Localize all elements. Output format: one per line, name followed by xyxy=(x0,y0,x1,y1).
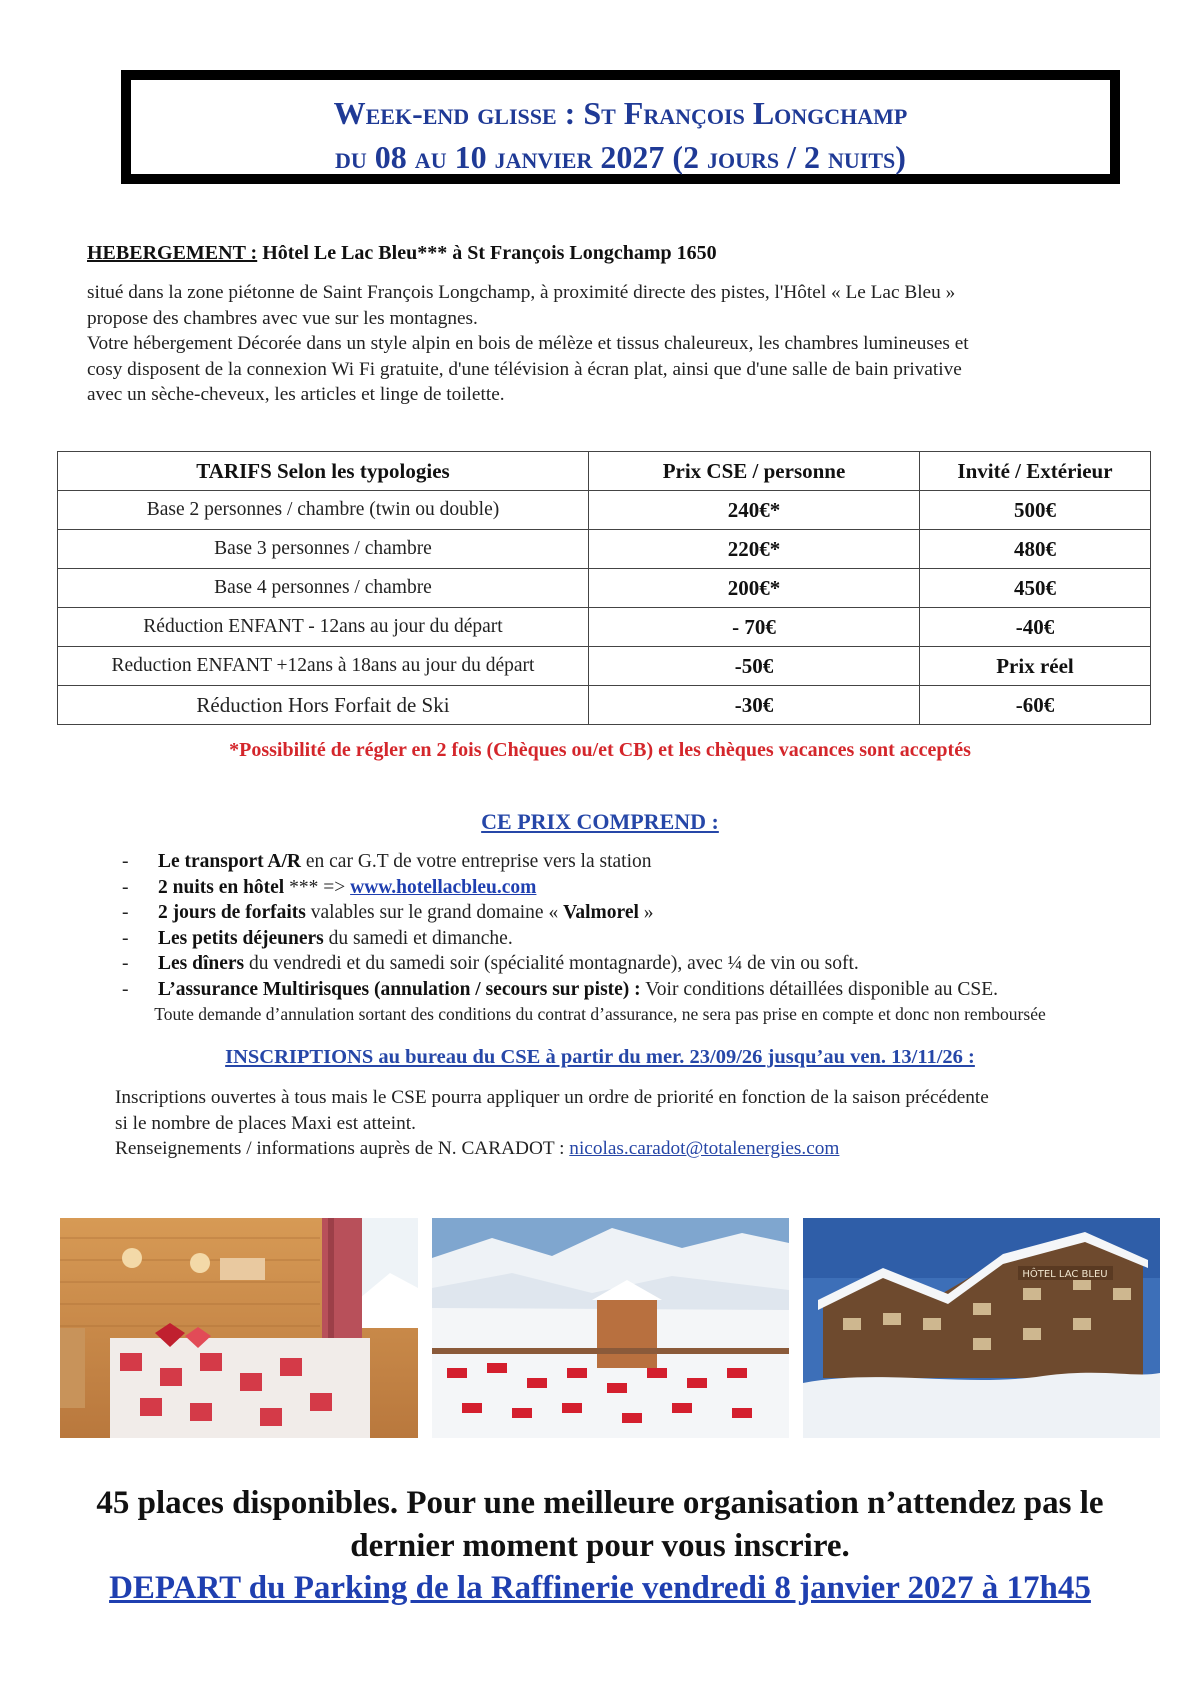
header-typologies: TARIFS Selon les typologies xyxy=(58,452,589,491)
list-item xyxy=(118,900,998,926)
table-row xyxy=(58,530,1151,569)
list-dash: - xyxy=(122,953,129,974)
hebergement-heading xyxy=(87,242,717,265)
item-bold: Les dîners xyxy=(158,953,245,974)
list-item xyxy=(118,926,998,952)
included-list xyxy=(118,849,998,1002)
inscriptions-title: INSCRIPTIONS au bureau du CSE à partir du mer. 23/09/26 jusqu’au ven. 13/11/26 : xyxy=(225,1046,975,1068)
comprend-title: CE PRIX COMPREND : xyxy=(481,809,719,834)
inscriptions-line: si le nombre de places Maxi est atteint. xyxy=(115,1112,416,1134)
row-label: Base 4 personnes / chambre xyxy=(58,569,589,608)
title-line-1: Week-end glisse : St François Longchamp xyxy=(333,95,908,131)
item-text: en car G.T de votre entreprise vers la station xyxy=(301,851,652,872)
photo-hotel-exterior xyxy=(803,1218,1160,1438)
hebergement-line: Votre hébergement Décorée dans un style alpin en bois de mélèze et tissus chaleureux, les chambres lumineuses et xyxy=(87,333,969,354)
table-row xyxy=(58,647,1151,686)
table-row xyxy=(58,686,1151,725)
photo-ski-terrace xyxy=(432,1218,789,1438)
list-item xyxy=(118,849,998,875)
header-prix-cse: Prix CSE / personne xyxy=(589,452,920,491)
hotel-sign-text: HÔTEL LAC BLEU xyxy=(1022,1269,1108,1280)
table-header-row xyxy=(58,452,1151,491)
row-price-ext: 450€ xyxy=(920,569,1151,608)
list-dash: - xyxy=(122,902,129,923)
row-price-cse: 240€* xyxy=(589,491,920,530)
item-bold: 2 nuits en hôtel xyxy=(158,876,285,898)
title-line-2: du 08 au 10 janvier 2027 (2 jours / 2 nuits) xyxy=(335,139,906,175)
row-label: Réduction Hors Forfait de Ski xyxy=(58,686,589,725)
item-bold: 2 jours de forfaits xyxy=(158,902,306,923)
inscriptions-contact xyxy=(115,1136,989,1162)
places-disponibles xyxy=(0,1482,1200,1568)
hebergement-line: propose des chambres avec vue sur les montagnes. xyxy=(87,307,478,329)
list-item xyxy=(118,951,998,977)
hebergement-label: HEBERGEMENT : xyxy=(87,242,258,264)
row-price-cse: 200€* xyxy=(589,569,920,608)
row-price-ext: 480€ xyxy=(920,530,1151,569)
hotel-exterior-image xyxy=(803,1218,1160,1438)
contact-label: Renseignements / informations auprès de N. CARADOT : xyxy=(115,1138,570,1159)
row-price-cse: - 70€ xyxy=(589,608,920,647)
inscriptions-line: Inscriptions ouvertes à tous mais le CSE pourra appliquer un ordre de priorité en fonction de la saison précédente xyxy=(115,1087,989,1108)
ski-terrace-image xyxy=(432,1218,789,1438)
hotel-room-image xyxy=(60,1218,418,1438)
row-price-ext: -60€ xyxy=(920,686,1151,725)
hebergement-line: cosy disposent de la connexion Wi Fi gratuite, d'une télévision à écran plat, ainsi que d'une salle de bain privative xyxy=(87,358,962,380)
item-text: Voir conditions détaillées disponible au CSE. xyxy=(640,978,998,1000)
hebergement-line: situé dans la zone piétonne de Saint François Longchamp, à proximité directe des pistes, l'Hôtel « Le Lac Bleu » xyxy=(87,282,956,303)
hotel-website-link[interactable]: www.hotellacbleu.com xyxy=(350,876,537,898)
row-price-cse: -30€ xyxy=(589,686,920,725)
row-price-ext: -40€ xyxy=(920,608,1151,647)
annulation-note: Toute demande d’annulation sortant des conditions du contrat d’assurance, ne sera pas prise en compte et donc non remboursée xyxy=(154,1004,1046,1024)
list-dash: - xyxy=(122,927,129,949)
hebergement-description xyxy=(87,280,1127,408)
item-text: valables sur le grand domaine « xyxy=(305,902,564,923)
hotel-name: Hôtel Le Lac Bleu*** à St François Longchamp 1650 xyxy=(262,242,717,264)
item-bold: L’assurance Multirisques (annulation / secours sur piste) : xyxy=(158,978,641,1000)
row-price-ext: 500€ xyxy=(920,491,1151,530)
inscriptions-text xyxy=(115,1085,989,1162)
photo-hotel-room xyxy=(60,1218,418,1438)
list-item xyxy=(118,977,998,1003)
footer-line-1: 45 places disponibles. Pour une meilleure organisation n’attendez pas le xyxy=(96,1485,1104,1521)
table-row xyxy=(58,491,1151,530)
row-label: Base 3 personnes / chambre xyxy=(58,530,589,569)
row-price-ext: Prix réel xyxy=(920,647,1151,686)
table-row xyxy=(58,569,1151,608)
header-invite-exterieur: Invité / Extérieur xyxy=(920,452,1151,491)
row-price-cse: 220€* xyxy=(589,530,920,569)
list-dash: - xyxy=(122,978,129,1000)
row-label: Réduction ENFANT - 12ans au jour du départ xyxy=(58,608,589,647)
item-text: du samedi et dimanche. xyxy=(323,927,513,949)
depart-info: DEPART du Parking de la Raffinerie vendredi 8 janvier 2027 à 17h45 xyxy=(109,1570,1091,1606)
table-row xyxy=(58,608,1151,647)
contact-email-link[interactable]: nicolas.caradot@totalenergies.com xyxy=(569,1138,840,1159)
item-text: *** => xyxy=(284,876,351,898)
row-price-cse: -50€ xyxy=(589,647,920,686)
hebergement-line: avec un sèche-cheveux, les articles et linge de toilette. xyxy=(87,384,505,405)
row-label: Reduction ENFANT +12ans à 18ans au jour du départ xyxy=(58,647,589,686)
footer-line-2: dernier moment pour vous inscrire. xyxy=(350,1528,850,1564)
row-label: Base 2 personnes / chambre (twin ou double) xyxy=(58,491,589,530)
title-box xyxy=(121,70,1120,184)
list-dash: - xyxy=(122,876,129,898)
item-text-end: » xyxy=(638,902,654,923)
item-bold: Les petits déjeuners xyxy=(158,927,324,949)
item-bold-valmorel: Valmorel xyxy=(563,902,639,923)
list-item xyxy=(118,875,998,901)
list-dash: - xyxy=(122,851,129,872)
tarifs-table xyxy=(57,451,1151,725)
payment-note: *Possibilité de régler en 2 fois (Chèques ou/et CB) et les chèques vacances sont acceptés xyxy=(229,739,971,761)
item-text: du vendredi et du samedi soir (spécialité montagnarde), avec ¼ de vin ou soft. xyxy=(244,953,859,974)
item-bold: Le transport A/R xyxy=(158,851,301,872)
